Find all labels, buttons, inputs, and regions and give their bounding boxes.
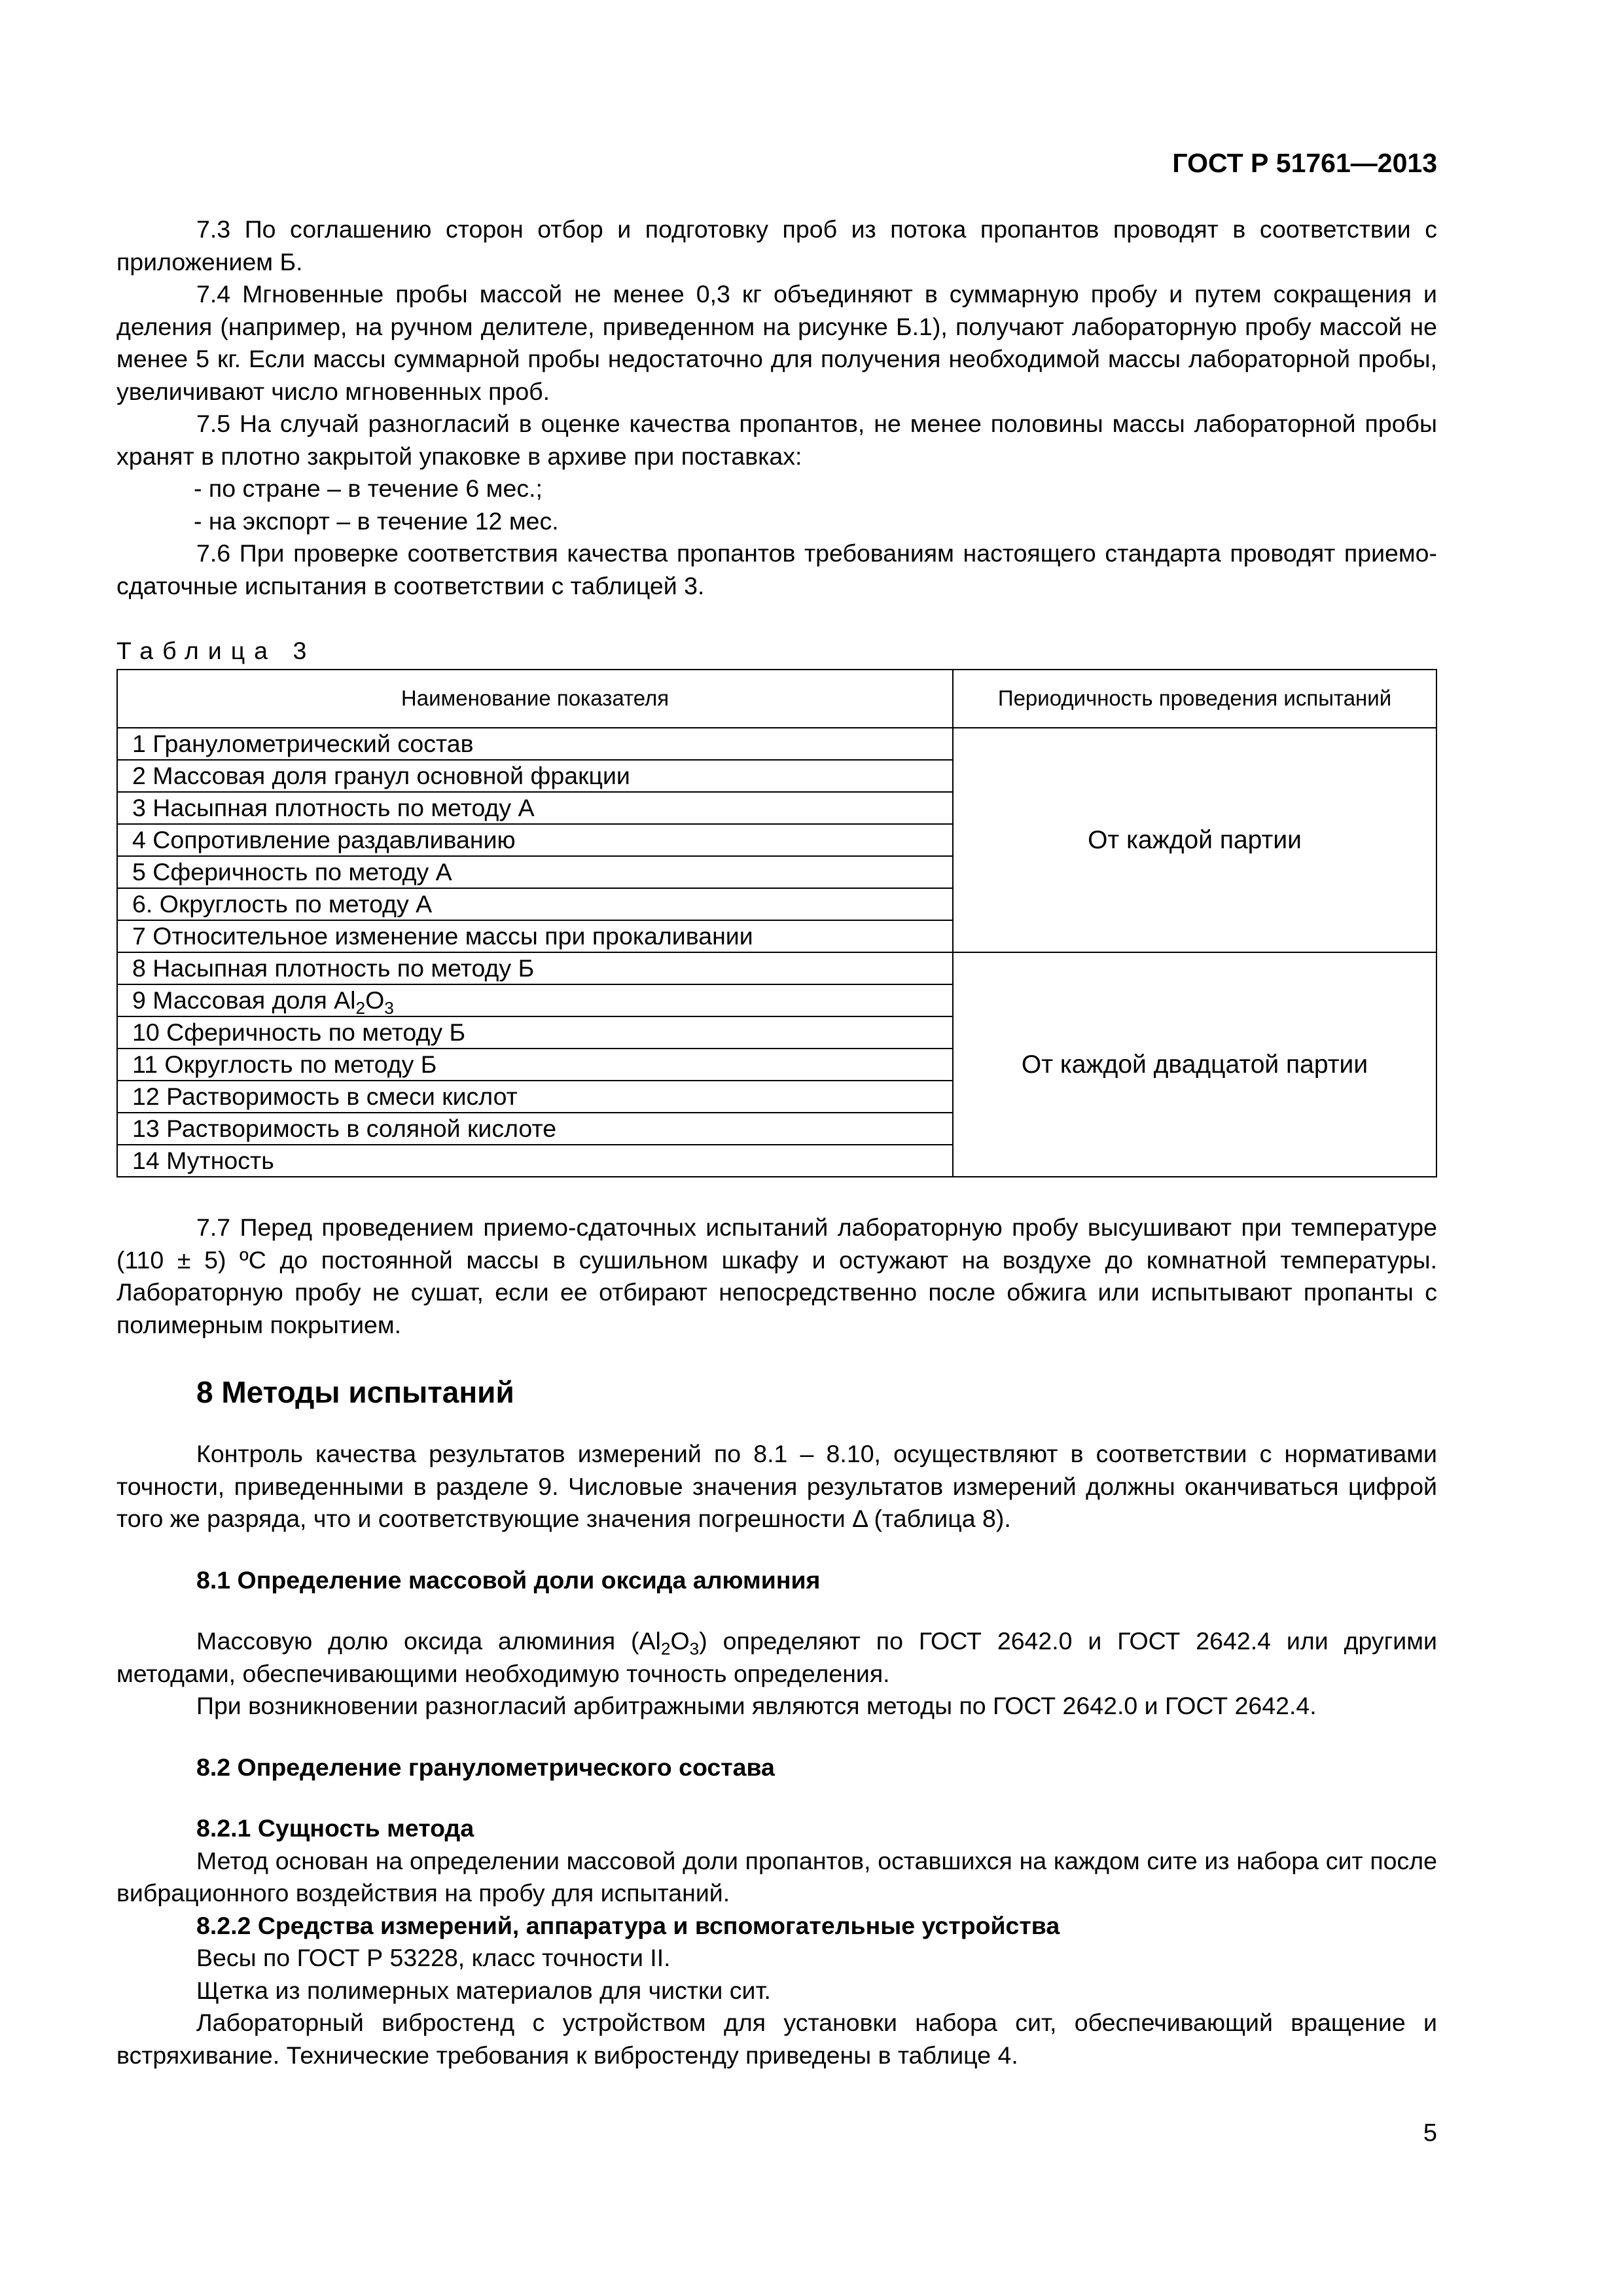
table-3: [116, 669, 1437, 1177]
paragraph-text: O: [670, 1627, 690, 1655]
paragraph-7-6: 7.6 При проверке соответствия качества пропантов требованиям настоящего стандарта проводят приемо-сдаточные испытания в соответствии с таблицей 3.: [116, 539, 1437, 600]
table-cell: 2 Массовая доля гранул основной фракции: [117, 760, 953, 792]
paragraph-8-2-1: Метод основан на определении массовой доли пропантов, оставшихся на каждом сите из набора сит после вибрационного воздействия на пробу для испытаний.: [116, 1846, 1437, 1907]
list-item: [116, 473, 1437, 505]
page-number: 5: [1423, 2119, 1437, 2147]
table-cell: 12 Растворимость в смеси кислот: [117, 1081, 953, 1113]
table-cell: 7 Относительное изменение массы при прокаливании: [117, 920, 953, 952]
section-heading-8: 8 Методы испытаний: [196, 1375, 514, 1409]
paragraph-8-2-2-a: Весы по ГОСТ Р 53228, класс точности II.: [196, 1944, 671, 1971]
subscript: 2: [660, 1639, 671, 1659]
list-item: [116, 505, 1437, 538]
table-cell: 4 Сопротивление раздавливанию: [117, 824, 953, 856]
cell-text: 9 Массовая доля Al: [132, 986, 356, 1014]
table-cell: 1 Гранулометрический состав: [117, 728, 953, 760]
table-cell: [117, 984, 953, 1016]
paragraph-7-5: 7.5 На случай разногласий в оценке качества пропантов, не менее половины массы лабораторной пробы хранят в плотно закрытой упаковке в архиве при поставках:: [116, 410, 1437, 470]
table-cell-period-group-2: От каждой двадцатой партии: [953, 952, 1436, 1177]
table-cell: 3 Насыпная плотность по методу А: [117, 792, 953, 824]
table-cell: 8 Насыпная плотность по методу Б: [117, 952, 953, 984]
table-cell: 5 Сферичность по методу А: [117, 856, 953, 888]
section-heading-8-1: 8.1 Определение массовой доли оксида алюминия: [196, 1566, 821, 1594]
paragraph-8-intro: Контроль качества результатов измерений по 8.1 – 8.10, осуществляют в соответствии с нормативами точности, приведенными в разделе 9. Числовые значения результатов измерений должны оканчиваться цифрой того же разряда, что и соответствующие значения погрешности Δ (таблица 8).: [116, 1440, 1437, 1532]
paragraph-text: ) определяют по ГОСТ 2642.0 и ГОСТ 2642.4 или другими методами, обеспечивающими необходимую точность определения.: [116, 1627, 1437, 1687]
table-header-name: Наименование показателя: [117, 670, 953, 728]
section-heading-8-2: 8.2 Определение гранулометрического состава: [196, 1753, 775, 1781]
list-item-text: - по стране – в течение 6 мес.;: [194, 475, 543, 502]
document-body: [116, 213, 1437, 2072]
table-header-period: Периодичность проведения испытаний: [953, 670, 1436, 728]
subscript: 3: [689, 1639, 700, 1659]
paragraph-7-7: 7.7 Перед проведением приемо-сдаточных испытаний лабораторную пробу высушивают при температуре (110 ± 5) ºС до постоянной массы в сушильном шкафу и остужают на воздухе до комнатной температуры. Лабораторную пробу не сушат, если ее отбирают непосредственно после обжига или испытывают пропанты с полимерным покрытием.: [116, 1213, 1437, 1338]
paragraph-text: Массовую долю оксида алюминия (Al: [196, 1627, 661, 1655]
table-caption: Таблица 3: [116, 637, 316, 664]
paragraph-7-4: 7.4 Мгновенные пробы массой не менее 0,3 кг объединяют в суммарную пробу и путем сокращения и деления (например, на ручном делителе, приведенном на рисунке Б.1), получают лабораторную пробу массой не менее 5 кг. Если массы суммарной пробы недостаточно для получения необходимой массы лабораторной пробы, увеличивают число мгновенных проб.: [116, 280, 1437, 405]
paragraph-8-1-a: [116, 1625, 1437, 1690]
table-row: [117, 728, 1436, 760]
table-row: [117, 952, 1436, 984]
table-cell: 13 Растворимость в соляной кислоте: [117, 1113, 953, 1145]
table-cell: 6. Округлость по методу А: [117, 888, 953, 920]
subscript: 2: [355, 998, 366, 1018]
subscript: 3: [384, 998, 394, 1018]
table-cell: 14 Мутность: [117, 1145, 953, 1177]
table-header-row: [117, 670, 1436, 728]
document-code: ГОСТ Р 51761—2013: [1172, 148, 1437, 178]
paragraph-8-2-2-c: Лабораторный вибростенд с устройством для установки набора сит, обеспечивающий вращение и встряхивание. Технические требования к вибростенду приведены в таблице 4.: [116, 2009, 1437, 2069]
section-heading-8-2-2: 8.2.2 Средства измерений, аппаратура и вспомогательные устройства: [196, 1911, 1060, 1939]
list-item-text: - на экспорт – в течение 12 мес.: [194, 507, 559, 535]
section-heading-8-2-1: 8.2.1 Сущность метода: [196, 1814, 474, 1842]
table-cell: 10 Сферичность по методу Б: [117, 1016, 953, 1049]
table-cell: 11 Округлость по методу Б: [117, 1049, 953, 1081]
paragraph-8-1-b: При возникновении разногласий арбитражными являются методы по ГОСТ 2642.0 и ГОСТ 2642.4.: [196, 1692, 1317, 1719]
cell-text: O: [365, 986, 385, 1014]
table-cell-period-group-1: От каждой партии: [953, 728, 1436, 952]
paragraph-7-3: 7.3 По соглашению сторон отбор и подготовку проб из потока пропантов проводят в соответствии с приложением Б.: [116, 215, 1437, 276]
paragraph-8-2-2-b: Щетка из полимерных материалов для чистки сит.: [196, 1976, 771, 2004]
